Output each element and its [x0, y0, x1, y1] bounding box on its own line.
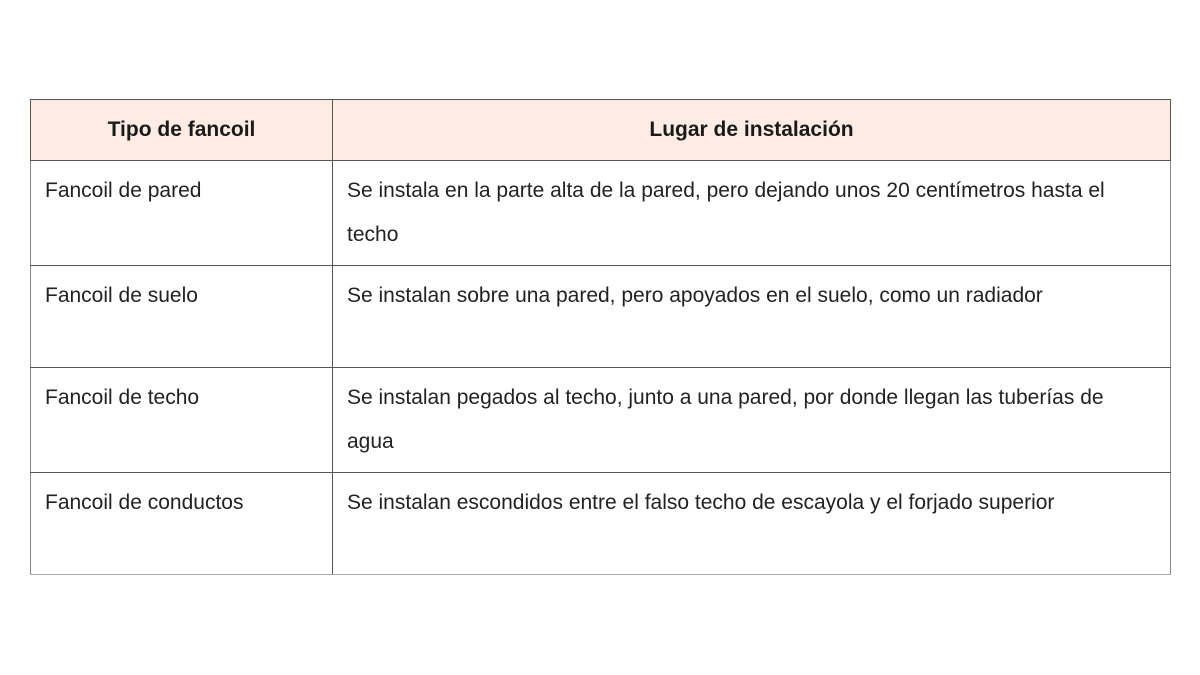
table-row [31, 161, 1171, 266]
table-row [31, 368, 1171, 473]
cell-fancoil-type: Fancoil de techo [31, 368, 333, 473]
table-row [31, 473, 1171, 575]
cell-installation-place: Se instala en la parte alta de la pared, pero dejando unos 20 centímetros hasta el techo [333, 161, 1171, 266]
cell-installation-place: Se instalan escondidos entre el falso techo de escayola y el forjado superior [333, 473, 1171, 575]
cell-fancoil-type: Fancoil de suelo [31, 266, 333, 368]
cell-installation-place: Se instalan sobre una pared, pero apoyados en el suelo, como un radiador [333, 266, 1171, 368]
table-header-row [31, 100, 1171, 161]
fancoil-types-table [30, 99, 1171, 575]
cell-installation-place: Se instalan pegados al techo, junto a una pared, por donde llegan las tuberías de agua [333, 368, 1171, 473]
table-row [31, 266, 1171, 368]
cell-fancoil-type: Fancoil de conductos [31, 473, 333, 575]
header-installation-place: Lugar de instalación [333, 100, 1171, 161]
fancoil-table-container [30, 99, 1170, 575]
cell-fancoil-type: Fancoil de pared [31, 161, 333, 266]
header-fancoil-type: Tipo de fancoil [31, 100, 333, 161]
